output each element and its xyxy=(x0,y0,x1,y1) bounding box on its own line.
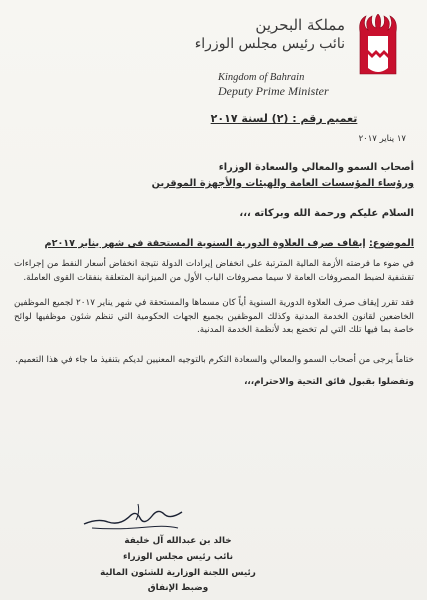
paragraph-decision: فقد تقرر إيقاف صرف العلاوة الدورية السنوية أياً كان مسماها والمستحقة في شهر يناير ٢٠١٧ لجميع الموظفين الخاضعين لقانون الخدمة المدنية وكذلك الموظفين بجميع الجهات الحكومية التي تنظم شئون موظفيها لوائح خاصة بما فيها تلك التي لم تخضع بعد لأنظمة الخدمة المدنية. xyxy=(14,298,414,336)
signer-title-1: نائب رئيس مجلس الوزراء xyxy=(122,551,234,562)
bahrain-emblem-icon xyxy=(356,14,400,80)
greeting: السلام عليكم ورحمة الله وبركاته ،،، xyxy=(239,207,414,219)
recipient-line-1: أصحاب السمو والمعالي والسعادة الوزراء xyxy=(218,162,414,174)
signer-name: خالد بن عبدالله آل خليفة xyxy=(124,536,232,546)
office-name-english: Deputy Prime Minister xyxy=(218,84,329,98)
subject-label: الموضوع: xyxy=(368,238,414,250)
signer-title-2: رئيس اللجنة الوزارية للشئون المالية وضبط الإنفاق xyxy=(100,567,256,594)
english-letterhead xyxy=(218,72,348,99)
letter-body xyxy=(14,110,414,389)
handwritten-signature xyxy=(78,494,188,536)
kingdom-name-arabic: مملكة البحرين xyxy=(255,16,345,34)
paragraph-context: في ضوء ما فرضته الأزمة المالية المترتبة على انخفاض إيرادات الدولة نتيجة انخفاض أسعار النفط من إجراءات تقشفية لضبط المصروفات العامة لا سيما مصروفات الباب الأول من الميزانية المتعلقة بنفقات القوى العاملة. xyxy=(14,258,414,283)
office-name-arabic: نائب رئيس مجلس الوزراء xyxy=(194,36,345,52)
circular-title: تعميم رقم : (٢) لسنة ٢٠١٧ xyxy=(210,112,358,125)
letterhead xyxy=(0,6,427,118)
paragraph-closing: ختاماً يرجى من أصحاب السمو والمعالي والسعادة التكرم بالتوجيه المعنيين لديكم بتنفيذ ما جاء في هذا التعميم. xyxy=(15,355,414,366)
regards-line: وتفضلوا بقبول فائق التحية والاحترام،،، xyxy=(244,376,414,387)
signer-block xyxy=(88,534,268,597)
letter-date: ١٧ يناير ٢٠١٧ xyxy=(358,134,406,145)
recipients-block xyxy=(14,160,414,191)
recipient-line-2: ورؤساء المؤسسات العامة والهيئات والأجهزة الموقرين xyxy=(151,177,414,189)
arabic-letterhead xyxy=(145,16,345,52)
kingdom-name-english: Kingdom of Bahrain xyxy=(218,72,305,83)
subject-text: إيقاف صرف العلاوة الدورية السنوية المستحقة في شهر يناير ٢٠١٧م xyxy=(44,238,366,250)
subject-line xyxy=(14,237,414,252)
